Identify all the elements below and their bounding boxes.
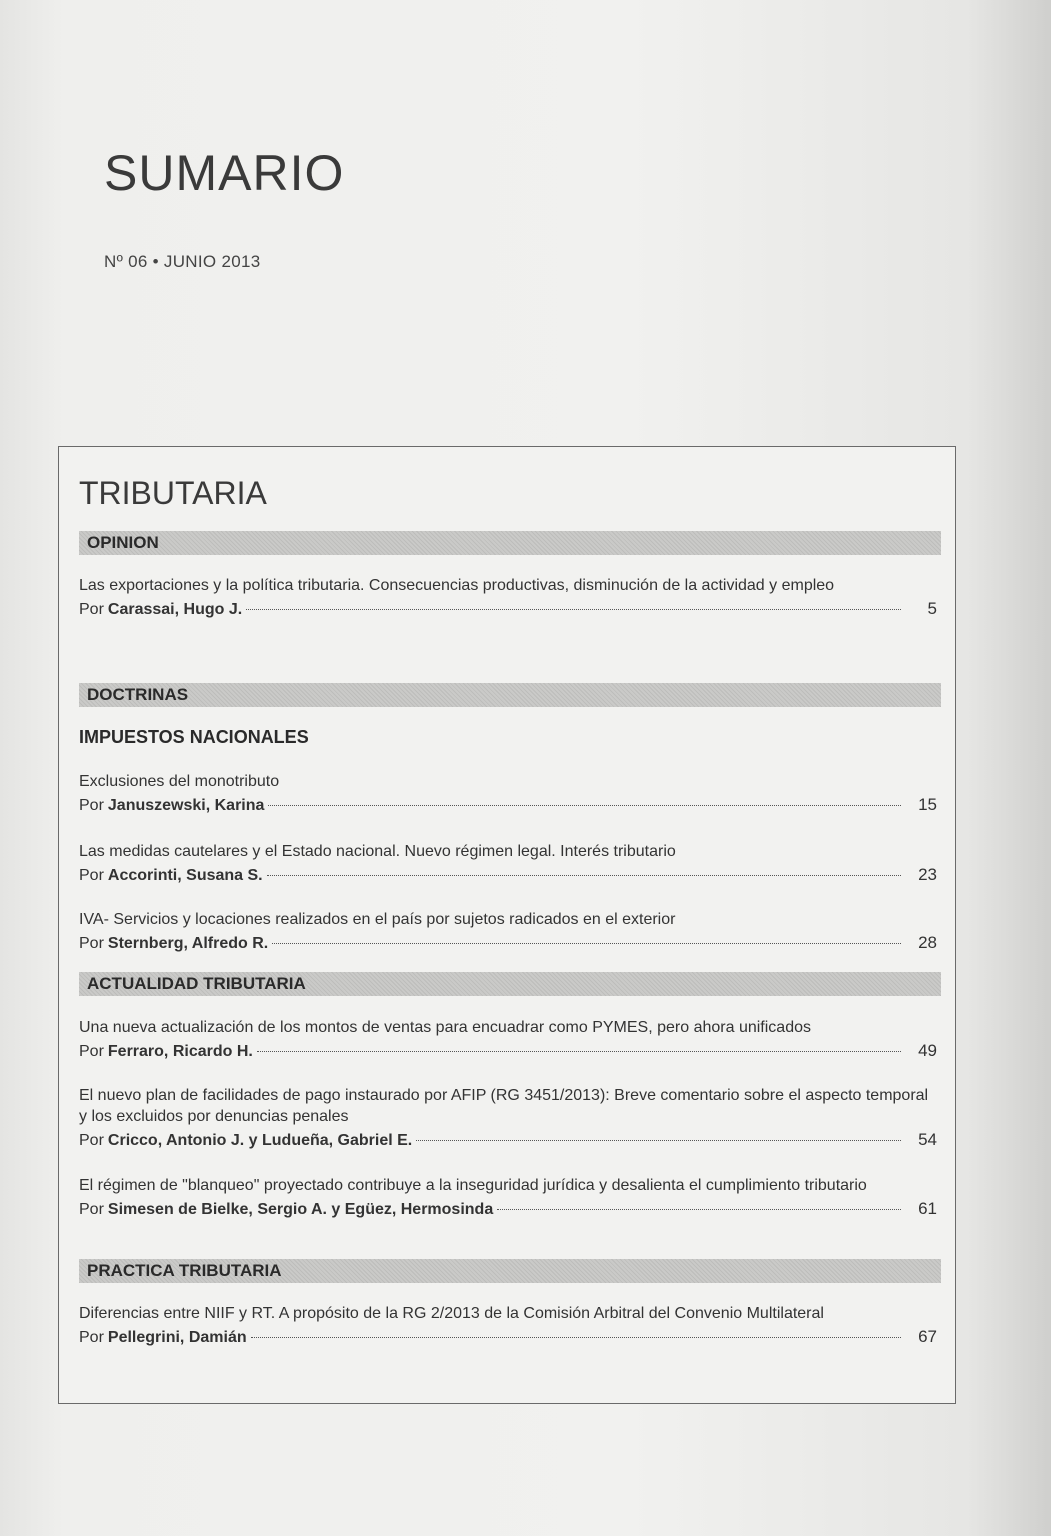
entry-title: Exclusiones del monotributo xyxy=(79,773,280,790)
dot-leader xyxy=(268,804,901,806)
entry-page: 23 xyxy=(918,865,937,884)
entry-page: 54 xyxy=(918,1130,937,1149)
entry-author: Ferraro, Ricardo H. xyxy=(107,1043,253,1060)
entry-title: Una nueva actualización de los montos de ventas para encuadrar como PYMES, pero ahora unificados xyxy=(79,1019,811,1036)
entry-author: Simesen de Bielke, Sergio A. y Egüez, Hermosinda xyxy=(107,1201,494,1218)
toc-entry[interactable] xyxy=(79,1175,937,1220)
entry-page: 49 xyxy=(918,1041,937,1060)
toc-entry[interactable] xyxy=(79,1085,937,1151)
entry-author: Cricco, Antonio J. y Ludueña, Gabriel E. xyxy=(107,1132,413,1149)
section-title: TRIBUTARIA xyxy=(79,475,267,511)
toc-entry[interactable] xyxy=(79,1017,937,1062)
entry-por: Por xyxy=(79,867,104,884)
toc-entry[interactable] xyxy=(79,1303,937,1348)
entry-author: Januszewski, Karina xyxy=(107,797,265,814)
entry-por: Por xyxy=(79,1329,104,1346)
entry-author: Pellegrini, Damián xyxy=(107,1329,247,1346)
entry-author: Accorinti, Susana S. xyxy=(107,867,263,884)
entry-por: Por xyxy=(79,1201,104,1218)
issue-number: Nº 06 • JUNIO 2013 xyxy=(104,252,261,271)
entry-title: IVA- Servicios y locaciones realizados en el país por sujetos radicados en el exterior xyxy=(79,911,676,928)
entry-title: Las exportaciones y la política tributaria. Consecuencias productivas, disminución de la actividad y empleo xyxy=(79,577,835,594)
dot-leader xyxy=(251,1336,901,1338)
entry-title: Las medidas cautelares y el Estado nacional. Nuevo régimen legal. Interés tributario xyxy=(79,843,676,860)
entry-por: Por xyxy=(79,935,104,952)
tributaria-box xyxy=(58,446,956,1404)
entry-page: 61 xyxy=(918,1199,937,1218)
category-bar-practica: PRACTICA TRIBUTARIA xyxy=(79,1259,941,1283)
entry-page: 28 xyxy=(918,933,937,952)
dot-leader xyxy=(257,1050,901,1052)
entry-page: 67 xyxy=(918,1327,937,1346)
category-bar-actualidad: ACTUALIDAD TRIBUTARIA xyxy=(79,972,941,996)
category-bar-opinion: OPINION xyxy=(79,531,941,555)
entry-por: Por xyxy=(79,601,104,618)
entry-title: El régimen de "blanqueo" proyectado contribuye a la inseguridad jurídica y desalienta el cumplimiento tributario xyxy=(79,1177,867,1194)
entry-por: Por xyxy=(79,797,104,814)
toc-entry[interactable] xyxy=(79,909,937,954)
entry-page: 5 xyxy=(927,599,937,618)
toc-entry[interactable] xyxy=(79,841,937,886)
entry-page: 15 xyxy=(918,795,937,814)
dot-leader xyxy=(246,608,901,610)
dot-leader xyxy=(267,874,901,876)
entry-title: Diferencias entre NIIF y RT. A propósito de la RG 2/2013 de la Comisión Arbitral del Convenio Multilateral xyxy=(79,1305,824,1322)
dot-leader xyxy=(272,942,901,944)
toc-entry[interactable] xyxy=(79,771,937,816)
entry-author: Sternberg, Alfredo R. xyxy=(107,935,269,952)
subhead-impuestos-nacionales: IMPUESTOS NACIONALES xyxy=(79,727,309,747)
dot-leader xyxy=(497,1208,901,1210)
page-title: SUMARIO xyxy=(104,145,345,201)
entry-author: Carassai, Hugo J. xyxy=(107,601,243,618)
category-bar-doctrinas: DOCTRINAS xyxy=(79,683,941,707)
entry-title: El nuevo plan de facilidades de pago instaurado por AFIP (RG 3451/2013): Breve comentario sobre el aspecto temporal y los excluidos por denuncias penales xyxy=(79,1087,929,1125)
entry-por: Por xyxy=(79,1043,104,1060)
entry-por: Por xyxy=(79,1132,104,1149)
dot-leader xyxy=(416,1139,901,1141)
toc-entry[interactable] xyxy=(79,575,937,620)
